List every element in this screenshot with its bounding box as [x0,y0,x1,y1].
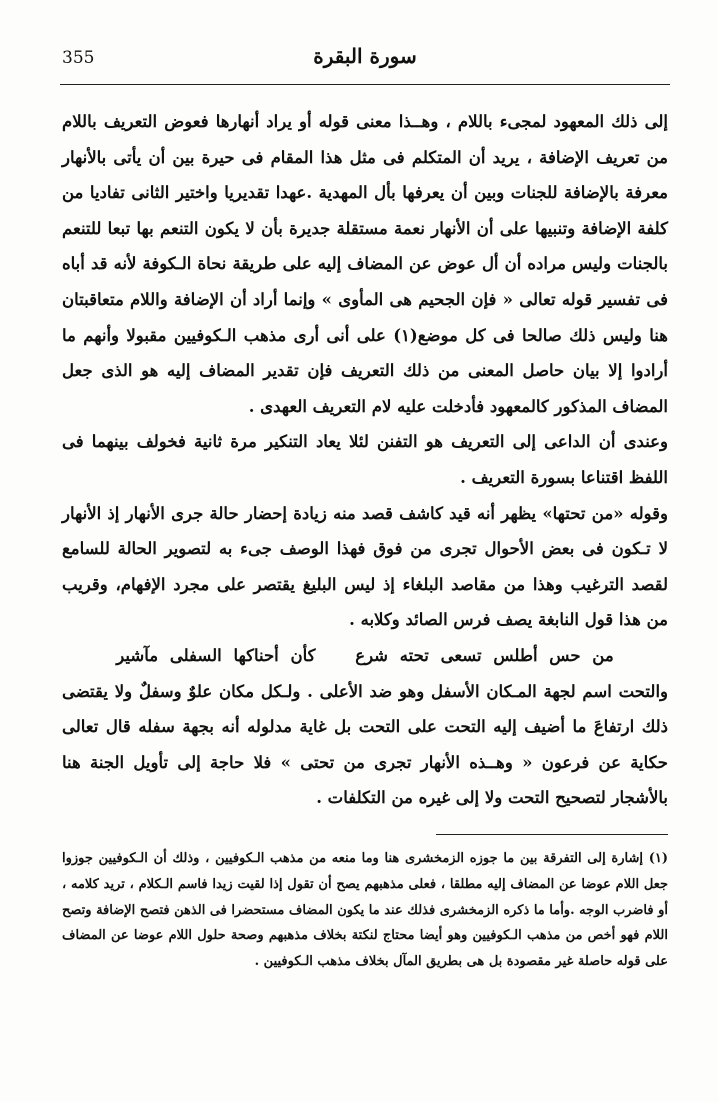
page-number: 355 [62,48,95,68]
footnote-rule [436,834,668,835]
footnotes [62,846,668,975]
paragraph-1: إلى ذلك المعهود لمجىء باللام ، وهــذا معنى قوله أو يراد أنهارها فعوض التعريف باللام من تعريف الإضافة ، يريد أن المتكلم فى مثل هذا المقام فى حيرة بين أن يأتى بالأنهار معرفة بالإضافة للجنات وبين أن يعرفها بأل المهدية .عهدا تقديريا واختير الثانى تفاديا من كلفة الإضافة وتنبيها على أن الأنهار نعمة مستقلة جديرة بأن لا يكون التنعم بها تبعا للتنعم بالجنات وليس مراده أن أل عوض عن المضاف إليه على طريقة نحاة الـكوفة لأنه قد أباه فى تفسير قوله تعالى « فإن الجحيم هى المأوى » وإنما أراد أن الإضافة واللام متعاقبتان هنا وليس ذلك صالحا فى كل موضع(١) على أنى أرى مذهب الـكوفيين مقبولا وأنهم ما أرادوا إلا بيان حاصل المعنى من ذلك التعريف فإن تقدير المضاف إليه هو الذى جعل المضاف المذكور كالمعهود فأدخلت عليه لام التعريف العهدى . [62,112,668,416]
header-rule [60,84,670,85]
footnote-1: (١) إشارة إلى التفرقة بين ما جوزه الزمخشرى هنا وما منعه من مذهب الـكوفيين ، وذلك أن الـكوفيين جوزوا جعل اللام عوضا عن المضاف إليه مطلقا ، فعلى مذهبهم يصح أن تقول إذا لقيت زيدا فاسم الـكلام ، تريد كلامه ، أو فاضرب الوجه .وأما ما ذكره الزمخشرى فذلك عند ما يكون المضاف مستحضرا فى الذهن فتصح الإضافة وتصح اللام فهو أخص من مذهب الـكوفيين وهو أيضا محتاج لنكتة بخلاف مذهبهم وصحة حلول اللام عوضا عن المضاف على قوله حاصلة غير مقصودة بل هى بطريق المآل بخلاف مذهب الـكوفيين . [62,851,668,970]
paragraph-4: والتحت اسم لجهة المـكان الأسفل وهو ضد الأعلى . ولـكل مكان علوٌ وسفلٌ ولا يقتضى ذلك ارتفاعَ ما أضيف إليه التحت على التحت بل غاية مدلوله أنه بجهة سفله قال تعالى حكاية عن فرعون « وهــذه الأنهار تجرى من تحتى » فلا حاجة إلى تأويل الجنة هنا بالأشجار لتصحيح التحت ولا إلى غيره من التكلفات . [62,681,668,808]
verse-first-hemistich: من حس أطلس تسعى تحته شرع [355,645,614,665]
paragraph-3: وقوله «من تحتها» يظهر أنه قيد كاشف قصد منه زيادة إحضار حالة جرى الأنهار إذ الأنهار لا تـكون فى بعض الأحوال تجرى من فوق فهذا الوصف جىء به لتصوير الحالة للسامع لقصد الترغيب وهذا من مقاصد البلغاء إذ ليس البليغ يقتصر على مجرد الإفهام، وقريب من هذا قول النابغة يصف فرس الصائد وكلابه . [62,503,668,630]
paragraph-2: وعندى أن الداعى إلى التعريف هو التفنن لئلا يعاد التنكير مرة ثانية فخولف بينهما فى اللفظ اقتناعا بسورة التعريف . [62,432,668,487]
running-head: سورة البقرة [313,44,417,68]
page-header [62,44,668,80]
main-text [62,104,668,816]
poetry-verse [62,638,668,674]
verse-second-hemistich: كأن أحناكها السفلى مآشير [116,645,316,665]
